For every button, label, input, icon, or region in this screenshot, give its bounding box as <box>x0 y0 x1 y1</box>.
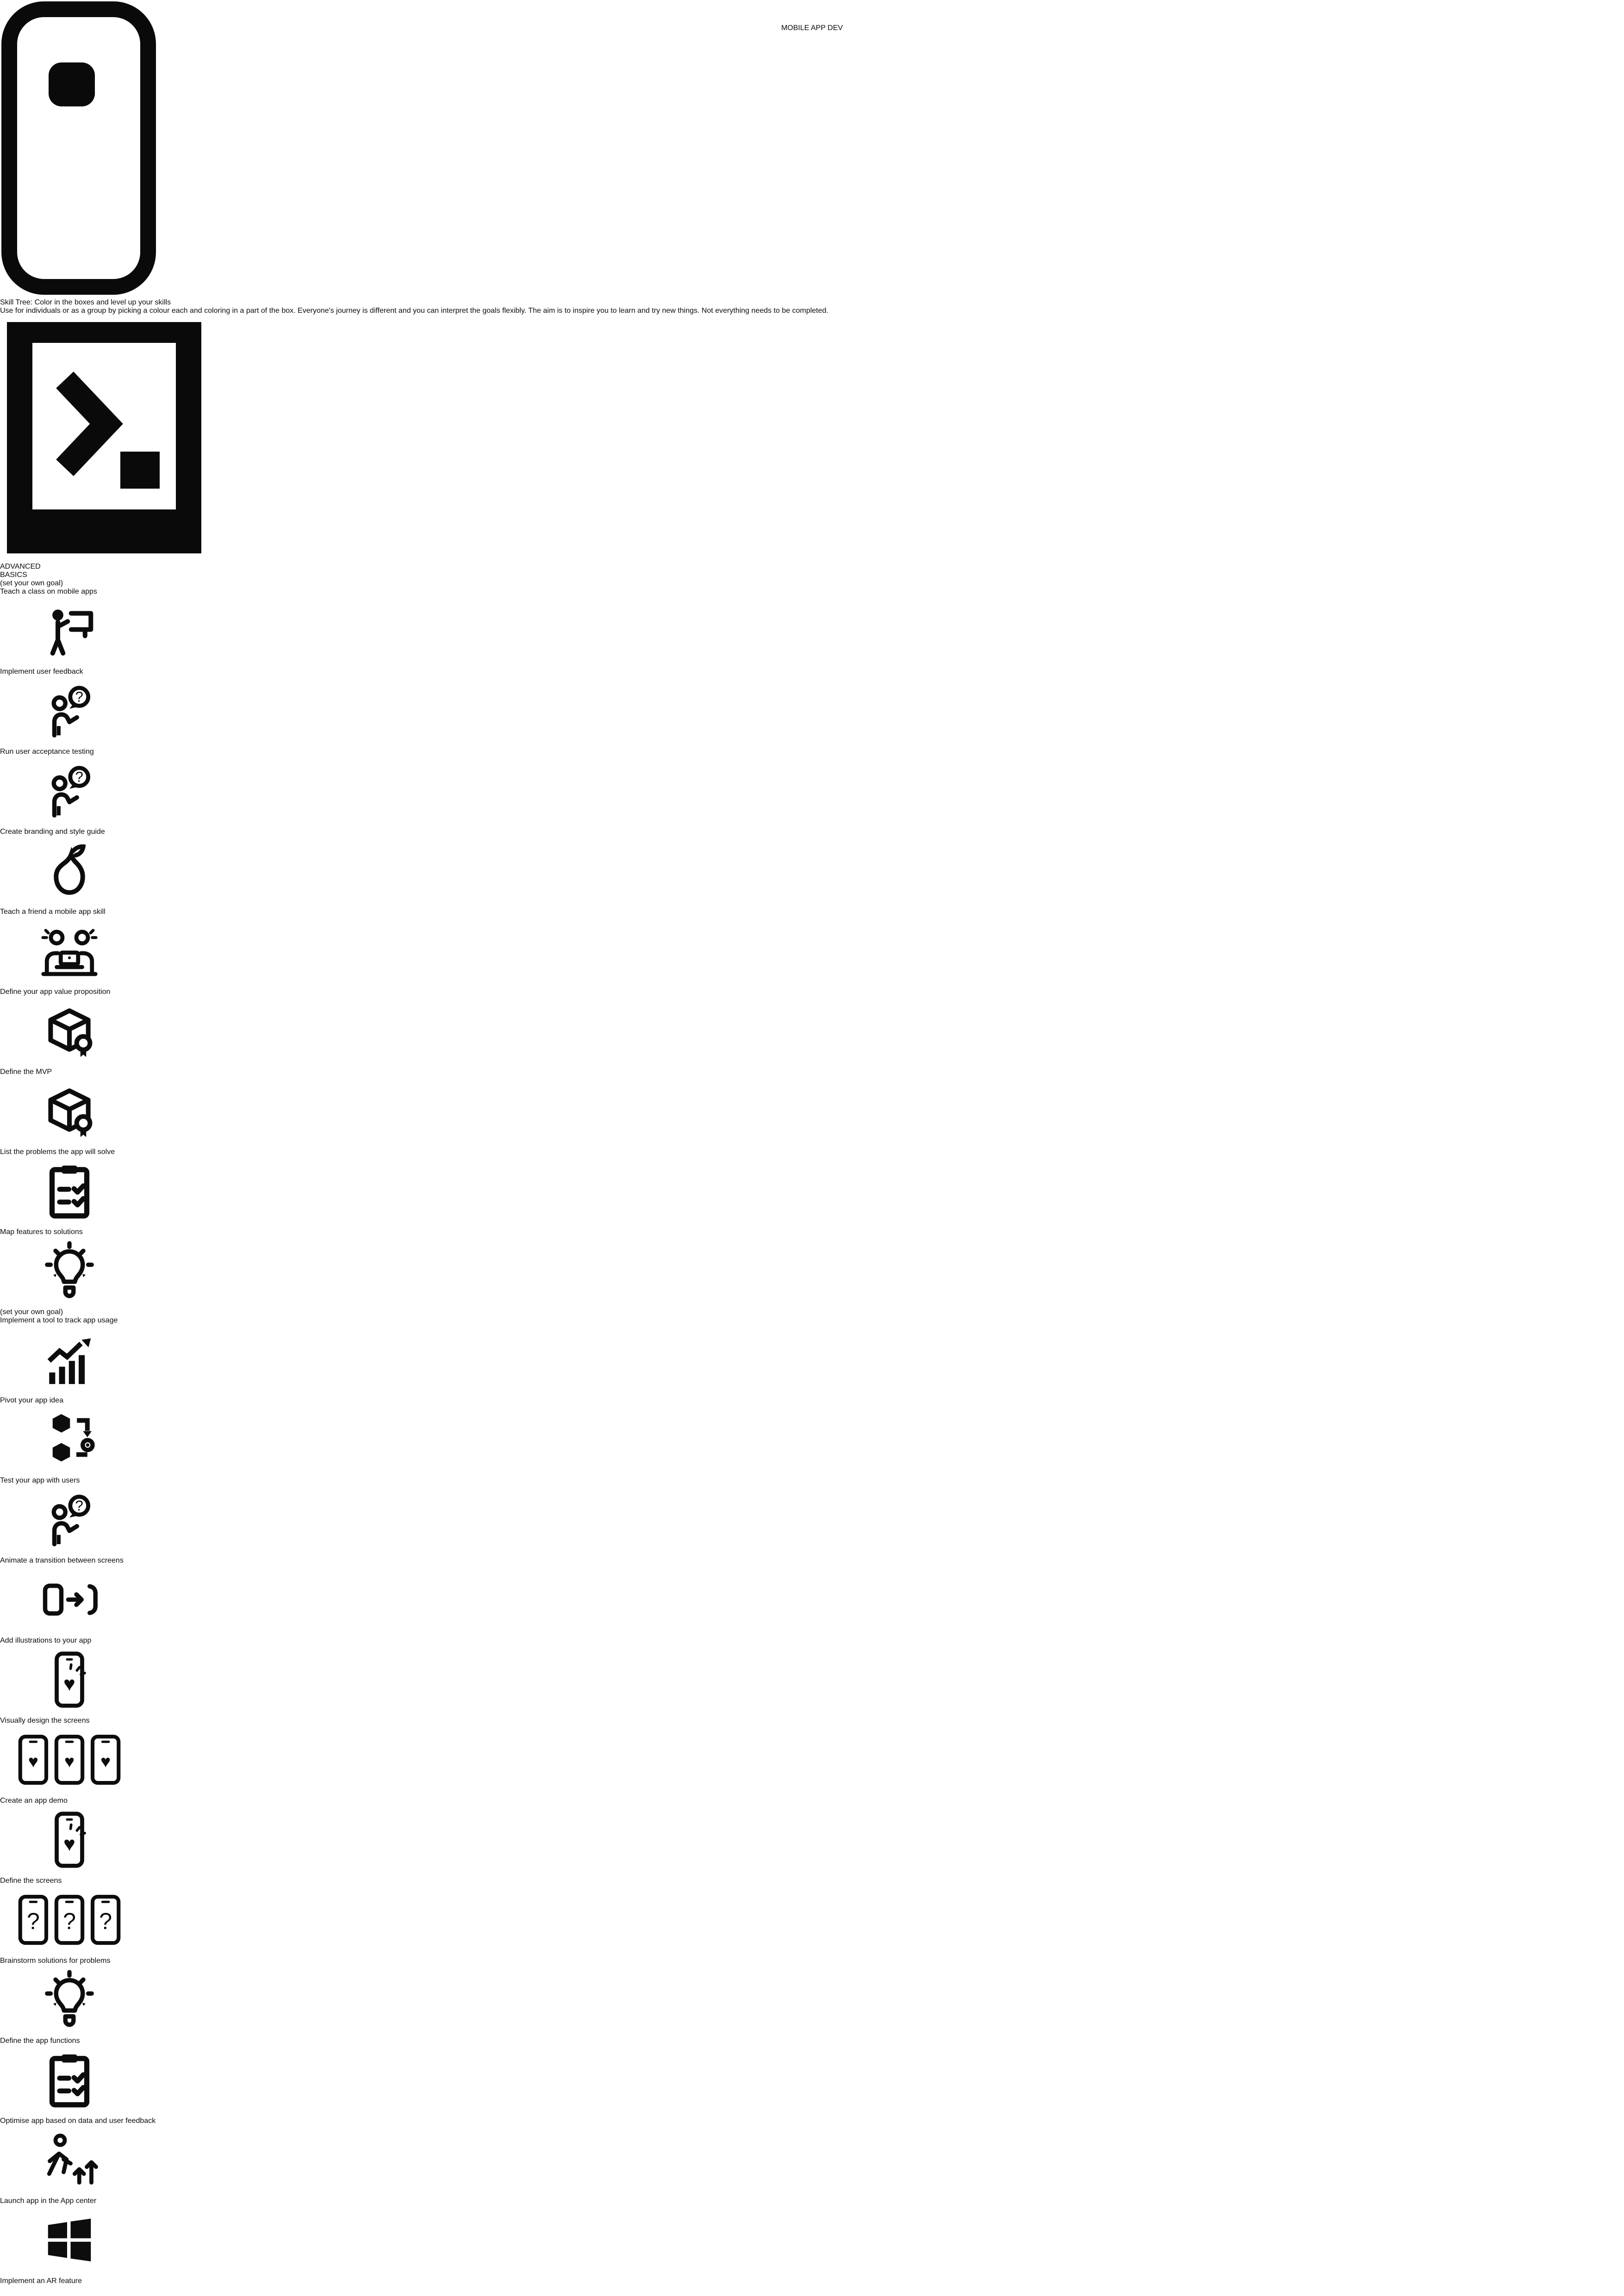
hex-content <box>0 2037 1624 2117</box>
skill-tile-label: Implement a tool to track app usage <box>0 1316 118 1324</box>
three-phones-question-icon <box>0 1885 139 1955</box>
skill-tile-label: Define the screens <box>0 1877 62 1885</box>
skill-tile-label: Implement an AR feature <box>0 2277 82 2285</box>
skill-tile-label: Optimise app based on data and user feedback <box>0 2117 156 2125</box>
skill-tile-label: Run user acceptance testing <box>0 748 94 756</box>
skill-tile[interactable] <box>0 2037 1624 2117</box>
skill-tile-label: Teach a class on mobile apps <box>0 588 97 596</box>
skill-tile[interactable] <box>0 588 1624 668</box>
intro-line-1: Use for individuals or as a group by picking a colour each and coloring in a part of the box. Everyone's journey is different and you can <box>0 307 439 315</box>
skill-tile[interactable] <box>0 1228 1624 1308</box>
box-award-icon <box>0 1076 139 1146</box>
skill-tile[interactable] <box>0 908 1624 988</box>
hex-content <box>0 908 1624 988</box>
chart-up-icon <box>0 1325 139 1394</box>
skill-tile-label: Map features to solutions <box>0 1228 83 1236</box>
hex-content <box>0 2277 1624 2296</box>
skill-tile-label: Brainstorm solutions for problems <box>0 1957 111 1965</box>
hex-content <box>0 1396 1624 1477</box>
hex-content <box>0 748 1624 828</box>
lightbulb-icon <box>0 1965 139 2035</box>
people-laptop-icon <box>0 916 139 986</box>
presenter-icon <box>0 596 139 665</box>
person-question-icon <box>0 1485 139 1554</box>
skill-tile[interactable] <box>0 1637 1624 1717</box>
windows-icon <box>0 2205 139 2275</box>
runner-up-icon <box>0 2125 139 2195</box>
skill-tile-label: Launch app in the App center <box>0 2197 97 2205</box>
hex-content <box>0 668 1624 748</box>
skill-tile-label: Animate a transition between screens <box>0 1557 124 1564</box>
phone-transition-icon <box>0 1565 139 1634</box>
skill-tile-label: Add illustrations to your app <box>0 1637 92 1644</box>
pear-icon <box>0 836 139 906</box>
skill-tile-label: (set your own goal) <box>0 579 63 587</box>
skill-tile[interactable] <box>0 1797 1624 1877</box>
skill-tile[interactable] <box>0 2277 1624 2296</box>
smartphone-icon <box>0 0 157 296</box>
skill-tile[interactable] <box>0 1316 1624 1396</box>
phone-hearts-icon <box>0 1805 139 1874</box>
skill-tile[interactable] <box>0 1877 1624 1957</box>
skill-tile-label: Create branding and style guide <box>0 828 105 836</box>
skill-tile[interactable] <box>0 748 1624 828</box>
hex-content <box>0 1637 1624 1717</box>
hex-content <box>0 1316 1624 1396</box>
skill-tile-label: Teach a friend a mobile app skill <box>0 908 106 916</box>
box-award-icon <box>0 996 139 1066</box>
skill-tile[interactable] <box>0 1717 1624 1797</box>
skill-tile-label: Test your app with users <box>0 1477 80 1484</box>
intro-description <box>0 307 1624 315</box>
goal-tile[interactable] <box>0 579 1624 588</box>
skill-tile-label: Visually design the screens <box>0 1717 90 1725</box>
person-question-icon <box>0 756 139 825</box>
skill-tile-label: Create an app demo <box>0 1797 68 1805</box>
skill-tile[interactable] <box>0 1477 1624 1557</box>
skill-tile[interactable] <box>0 1068 1624 1148</box>
hex-content <box>0 828 1624 908</box>
skill-tile-label: Define your app value proposition <box>0 988 111 996</box>
three-phones-hearts-icon <box>0 1725 139 1794</box>
skill-tile[interactable] <box>0 668 1624 748</box>
subtitle-banner: Skill Tree: Color in the boxes and level up your skills <box>0 298 171 306</box>
skill-tile-label: Define the MVP <box>0 1068 52 1076</box>
skill-tile[interactable] <box>0 1957 1624 2037</box>
skill-tile-label: (set your own goal) <box>0 1308 63 1316</box>
skill-tile[interactable] <box>0 2197 1624 2277</box>
phone-hearts-icon <box>0 1645 139 1714</box>
axis-label-advanced: ADVANCED <box>0 563 41 571</box>
hex-content <box>0 588 1624 668</box>
skill-tile[interactable] <box>0 988 1624 1068</box>
hex-content <box>0 1477 1624 1557</box>
intro-line-2: interpret the goals flexibly. The aim is to inspire you to learn and try new things. Not everything needs to be completed. <box>441 307 828 315</box>
lightbulb-icon <box>0 1236 139 1306</box>
hex-content <box>0 1797 1624 1877</box>
hex-content <box>0 1717 1624 1797</box>
hex-content <box>0 2197 1624 2277</box>
pivot-cubes-icon <box>0 1405 139 1474</box>
skill-grid <box>0 579 1624 2296</box>
skill-tile-label: List the problems the app will solve <box>0 1148 115 1156</box>
hex-content <box>0 1308 1624 1316</box>
goal-tile[interactable] <box>0 1308 1624 1316</box>
axis-label-basics: BASICS <box>0 571 27 579</box>
skill-tile[interactable] <box>0 828 1624 908</box>
hex-content <box>0 1557 1624 1637</box>
skill-tile[interactable] <box>0 1396 1624 1477</box>
skill-tile[interactable] <box>0 1148 1624 1228</box>
skill-tile[interactable] <box>0 2117 1624 2197</box>
skill-tile-label: Pivot your app idea <box>0 1396 63 1404</box>
hex-content <box>0 1228 1624 1308</box>
hex-content <box>0 1068 1624 1148</box>
hex-content <box>0 988 1624 1068</box>
clipboard-check-icon <box>0 1156 139 1226</box>
hex-content <box>0 1957 1624 2037</box>
skill-tile-label: Define the app functions <box>0 2037 80 2045</box>
person-question-icon <box>0 676 139 745</box>
hex-content <box>0 579 1624 588</box>
hex-content <box>0 2117 1624 2197</box>
skill-tile[interactable] <box>0 1557 1624 1637</box>
hex-content <box>0 1148 1624 1228</box>
terminal-prompt-icon <box>0 315 208 560</box>
page-title: MOBILE APP DEV <box>781 24 843 32</box>
camera-icon <box>0 2285 139 2296</box>
clipboard-check-icon <box>0 2045 139 2115</box>
hex-content <box>0 1877 1624 1957</box>
skill-tile-label: Implement user feedback <box>0 668 83 676</box>
